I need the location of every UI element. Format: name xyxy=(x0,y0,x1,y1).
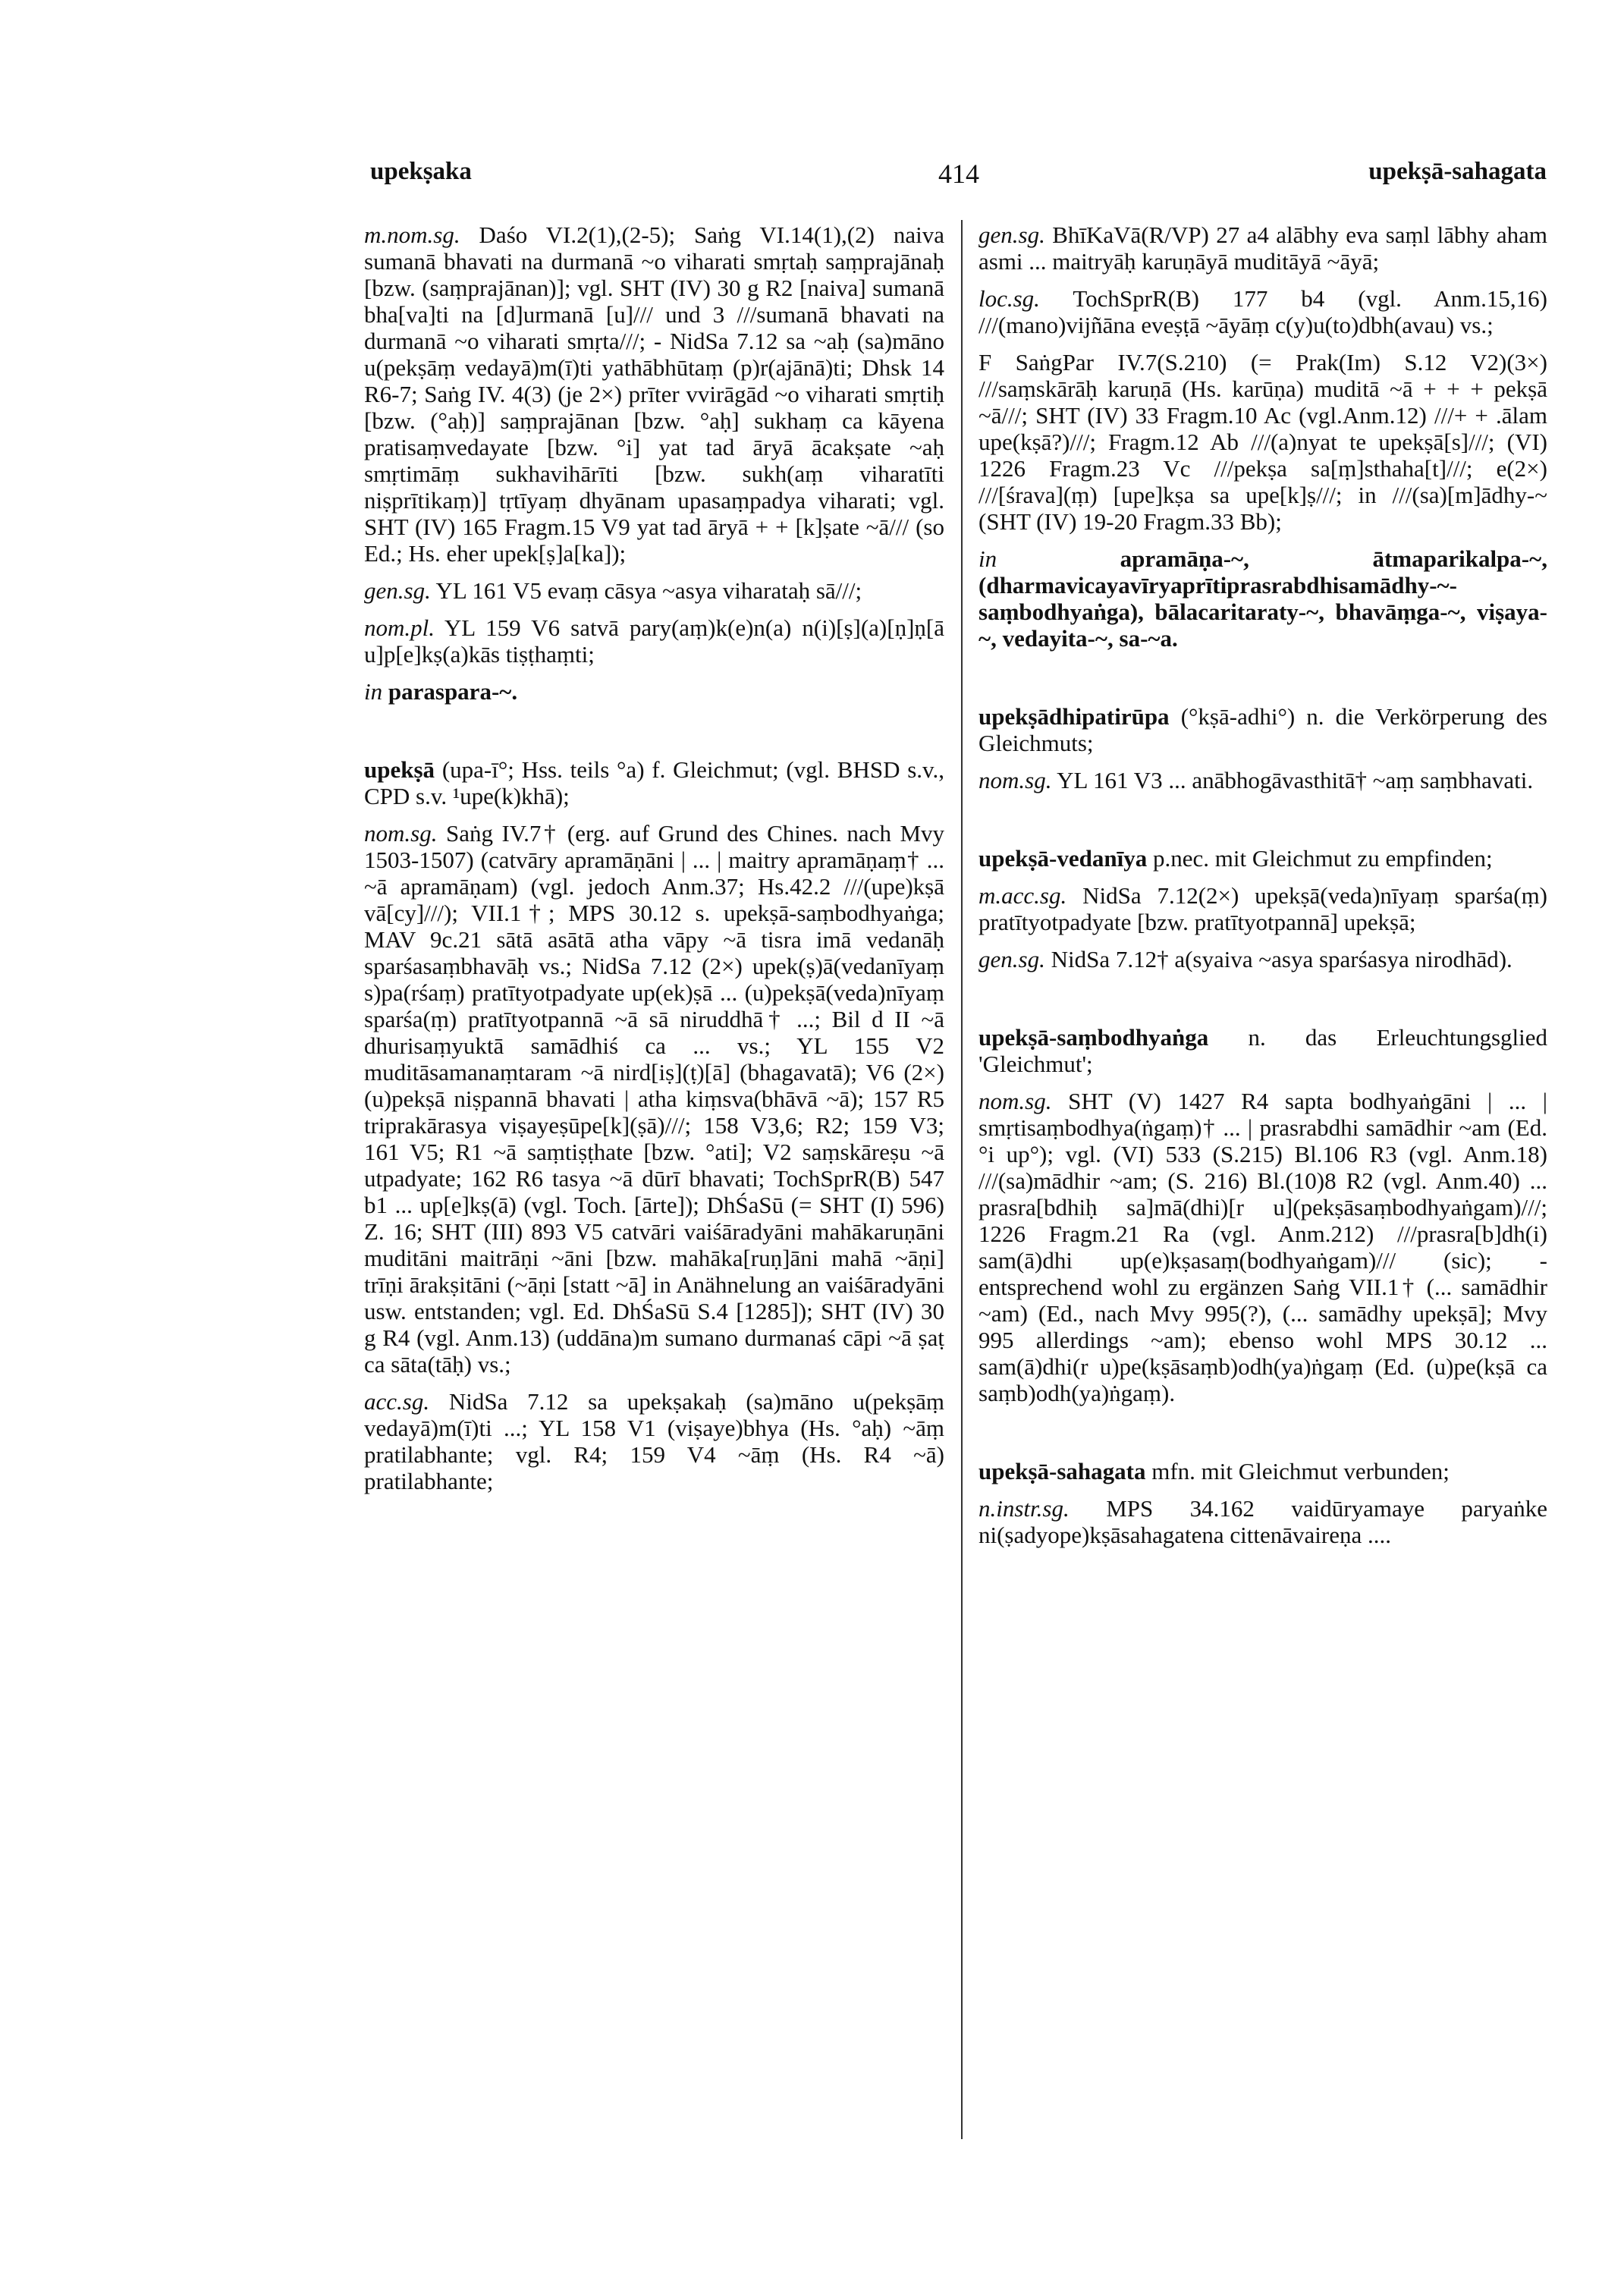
column-divider xyxy=(961,220,963,2139)
entry-paragraph xyxy=(364,614,944,668)
grammar-label: nom.sg. xyxy=(364,820,438,847)
entry-paragraph xyxy=(364,577,944,604)
entry-paragraph xyxy=(978,1495,1547,1548)
lemma-heading xyxy=(978,1458,1547,1484)
lemma-definition: p.nec. mit Gleichmut zu empfinden; xyxy=(1152,845,1493,872)
grammar-label: in xyxy=(364,678,383,705)
entry-text: BhīKaVā(R/VP) 27 a4 alābhy eva saṃl lābhy aham asmi ... maitryāḥ karuṇāyā muditāyā ~āyā; xyxy=(978,221,1548,275)
entry-text: NidSa 7.12(2×) upekṣā(veda)nīyaṃ sparśa(ṃ) pratītyotpadyate [bzw. pratītyotpannā] upekṣā; xyxy=(978,882,1548,935)
entry-paragraph xyxy=(978,767,1547,793)
grammar-label: gen.sg. xyxy=(978,946,1045,972)
lemma-heading xyxy=(978,703,1547,756)
entry-text: Daśo VI.2(1),(2-5); Saṅg VI.14(1),(2) naiva sumanā bhavati na durmanā ~o viharati smṛtaḥ saṃprajānaḥ [bzw. (saṃprajānan)]; vgl. SHT (IV) 30 g R2 [naiva] sumanā bha[va]ti na [d]urmanā [u]/// und 3 ///sumanā bhavati na durmanā ~o viharati smṛta///; - NidSa 7.12 sa ~aḥ (sa)māno u(pekṣāṃ vedayā)m(ī)ti yathābhūtaṃ (p)r(ajānā)ti; Dhsk 14 R6-7; Saṅg IV. 4(3) (je 2×) prīter vvirāgād ~o viharati smṛtiḥ [bzw. (°aḥ)] saṃprajānan [bzw. °aḥ] sukhaṃ ca kāyena pratisaṃvedayate [bzw. °i] yat tad āryā ācakṣate ~aḥ smṛtimāṃ sukhavihārīti [bzw. sukh(aṃ viharatīti niṣprītikaṃ)] tṛtīyaṃ dhyānam upasaṃpadya viharati; vgl. SHT (IV) 165 Fragm.15 V9 yat tad āryā + + [k]ṣate ~ā/// (so Ed.; Hs. eher upek[ṣ]a[ka]); xyxy=(364,221,944,567)
entry-paragraph xyxy=(978,882,1547,935)
entry-text: Saṅg IV.7† (erg. auf Grund des Chines. nach Mvy 1503-1507) (catvāry apramāṇāni | ... | maitry apramāṇaṃ† ... ~ā apramāṇam) (vgl. jedoch Anm.37; Hs.42.2 ///(upe)kṣā vā[cy]///); VII.1†; MPS 30.12 s. upekṣā-saṃbodhyaṅga; MAV 9c.21 sātā asātā atha vāpy ~ā tisra imā vedanāḥ sparśasaṃbhavāḥ vs.; NidSa 7.12 (2×) upek(ṣ)ā(vedanīyaṃ s)pa(rśaṃ) pratītyotpadyate up(ek)ṣā ... (u)pekṣā(veda)nīyaṃ sparśa(ṃ) pratītyotpannā ~ā sā niruddhā† ...; Bil d II ~ā dhurisaṃyuktā samādhiś ca ... vs.; YL 155 V2 muditāsamanaṃtaram ~ā nird[iṣ](ṭ)[ā] (bhagavatā); V6 (2×) (u)pekṣā niṣpannā bhavati | atha kiṃsva(bhāvā ~ā); 157 R5 triprakārasya viṣayeṣūpe[k](ṣā)///; 158 V3,6; R2; 159 V3; 161 V5; R1 ~ā saṃtiṣṭhate [bzw. °ati]; V2 saṃskāreṣu ~ā utpadyate; 162 R6 tasya ~ā dūrī bhavati; TochSprR(B) 547 b1 ... up[e]kṣ(ā) (vgl. Toch. [ārte]); DhŚaSū (= SHT (I) 596) Z. 16; SHT (III) 893 V5 catvāri vaiśāradyāni mahākaruṇāni muditāni maitrāṇi ~āni [bzw. mahāka[ruṇ]āni mahā ~āṇi] trīṇi ārakṣitāni (~āṇi [statt ~ā] in Anähnelung an vaiśāradyāni usw. entstanden; vgl. Ed. DhŚaSū S.4 [1285]); SHT (IV) 30 g R4 (vgl. Anm.13) (uddāna)m sumano durmanaś cāpi ~ā ṣaṭ ca sāta(tāḥ) vs.; xyxy=(364,820,945,1378)
entry-paragraph xyxy=(364,820,944,1378)
grammar-label: loc.sg. xyxy=(978,285,1040,312)
lemma-word: upekṣādhipatirūpa xyxy=(978,703,1170,730)
entry-text: paraspara-~. xyxy=(388,678,518,705)
entry-text: MPS 34.162 vaidūryamaye paryaṅke ni(ṣadyope)kṣāsahagatena cittenāvaireṇa .... xyxy=(978,1495,1548,1548)
lemma-definition: (°kṣā-adhi°) n. die Verkörperung des Gleichmuts; xyxy=(978,703,1547,756)
entry-paragraph xyxy=(978,545,1547,652)
grammar-label: nom.sg. xyxy=(978,767,1052,793)
entry-text: TochSprR(B) 177 b4 (vgl. Anm.15,16) ///(mano)vijñāna eveṣṭā ~āyāṃ c(y)u(to)dbh(avau) vs.; xyxy=(978,285,1547,338)
entry-text: SHT (V) 1427 R4 sapta bodhyaṅgāni | ... | smṛtisaṃbodhya(ṅgaṃ)† ... | prasrabdhi samādhir ~am (Ed. °i up°); vgl. (VI) 533 (S.215) Bl.106 R3 (vgl. Anm.18) ///(sa)mādhir ~am; (S. 216) Bl.(10)8 R2 (vgl. Anm.40) ... prasra[bdhiḥ sa]mā(dhi)[r u](pekṣāsaṃbodhyaṅgam)///; 1226 Fragm.21 Ra (vgl. Anm.212) ///prasra[b]dh(i) sam(ā)dhi up(e)kṣasaṃ(bodhyaṅgam)/// (sic); - entsprechend wohl zu ergänzen Saṅg VII.1† (... samādhir ~am) (Ed., nach Mvy 995(?), (... samādhy upekṣā]; Mvy 995 allerdings ~am); ebenso wohl MPS 30.12 ... sam(ā)dhi(r u)pe(kṣāsaṃb)odh(ya)ṅgaṃ (Ed. (u)pe(kṣā ca saṃb)odh(ya)ṅgaṃ). xyxy=(978,1088,1548,1406)
running-head-left: upekṣaka xyxy=(370,158,472,185)
entry-text: NidSa 7.12 sa upekṣakaḥ (sa)māno u(pekṣāṃ vedayā)m(ī)ti ...; YL 158 V1 (viṣaye)bhya (Hs. °aḥ) ~āṃ pratilabhante; vgl. R4; 159 V4 ~āṃ (Hs. R4 ~ā) pratilabhante; xyxy=(364,1388,945,1494)
lemma-definition: (upa-ī°; Hss. teils °a) f. Gleichmut; (vgl. BHSD s.v., CPD s.v. ¹upe(k)khā); xyxy=(364,756,945,809)
lemma-word: upekṣā-vedanīya xyxy=(978,845,1148,872)
lemma-word: upekṣā-sahagata xyxy=(978,1458,1146,1484)
right-column xyxy=(978,221,1547,1559)
entry-text: F SaṅgPar IV.7(S.210) (= Prak(Im) S.12 V2)(3×) ///saṃskārāḥ karuṇā (Hs. karūṇa) muditā ~ā + + + pekṣā ~ā///; SHT (IV) 33 Fragm.10 Ac (vgl.Anm.12) ///+ + .ālam upe(kṣā?)///; Fragm.12 Ab ///(a)nyat te upekṣā[s]///; (VI) 1226 Fragm.23 Vc ///pekṣa sa[ṃ]sthaha[t]///; e(2×) ///[śrava](ṃ) [upe]kṣa sa upe[k]ṣ///; in ///(sa)[m]ādhy-~ (SHT (IV) 19-20 Fragm.33 Bb); xyxy=(978,349,1547,535)
running-head-right: upekṣā-sahagata xyxy=(1368,158,1547,185)
entry-text: YL 161 V5 evaṃ cāsya ~asya viharataḥ sā///; xyxy=(435,577,862,604)
lemma-word: upekṣā-saṃbodhyaṅga xyxy=(978,1024,1209,1051)
lemma-word: upekṣā xyxy=(364,756,435,783)
left-column xyxy=(364,221,944,1505)
entry-text: YL 159 V6 satvā pary(aṃ)k(e)n(a) n(i)[ṣ](a)[ṇ]ṇ[ā u]p[e]kṣ(a)kās tiṣṭhaṃti; xyxy=(364,614,944,668)
entry-paragraph xyxy=(978,1088,1547,1406)
grammar-label: nom.sg. xyxy=(978,1088,1052,1114)
grammar-label: nom.pl. xyxy=(364,614,435,641)
entry-paragraph xyxy=(978,221,1547,275)
entry-paragraph xyxy=(364,221,944,567)
entry-paragraph xyxy=(978,285,1547,338)
lemma-heading xyxy=(978,1024,1547,1077)
lemma-definition: mfn. mit Gleichmut verbunden; xyxy=(1151,1458,1450,1484)
grammar-label: gen.sg. xyxy=(364,577,431,604)
lemma-heading xyxy=(978,845,1547,872)
grammar-label: in xyxy=(978,545,997,572)
grammar-label: m.nom.sg. xyxy=(364,221,460,248)
page-number: 414 xyxy=(938,159,979,189)
grammar-label: n.instr.sg. xyxy=(978,1495,1070,1522)
entry-paragraph xyxy=(364,1388,944,1494)
entry-paragraph xyxy=(978,946,1547,972)
entry-text: apramāṇa-~, ātmaparikalpa-~, (dharmavicayavīryaprītiprasrabdhisamādhy-~-saṃbodhyaṅga), bālacaritaraty-~, bhavāṃga-~, viṣaya-~, vedayita-~, sa-~a. xyxy=(978,545,1547,652)
entry-paragraph xyxy=(364,678,944,705)
lemma-heading xyxy=(364,756,944,809)
entry-paragraph xyxy=(978,349,1547,535)
grammar-label: acc.sg. xyxy=(364,1388,430,1415)
grammar-label: gen.sg. xyxy=(978,221,1045,248)
lemma-definition: n. das Erleuchtungsglied 'Gleichmut'; xyxy=(978,1024,1547,1077)
entry-text: YL 161 V3 ... anābhogāvasthitā† ~aṃ saṃbhavati. xyxy=(1057,767,1534,793)
entry-text: NidSa 7.12† a(syaiva ~asya sparśasya nirodhād). xyxy=(1051,946,1512,972)
grammar-label: m.acc.sg. xyxy=(978,882,1067,909)
